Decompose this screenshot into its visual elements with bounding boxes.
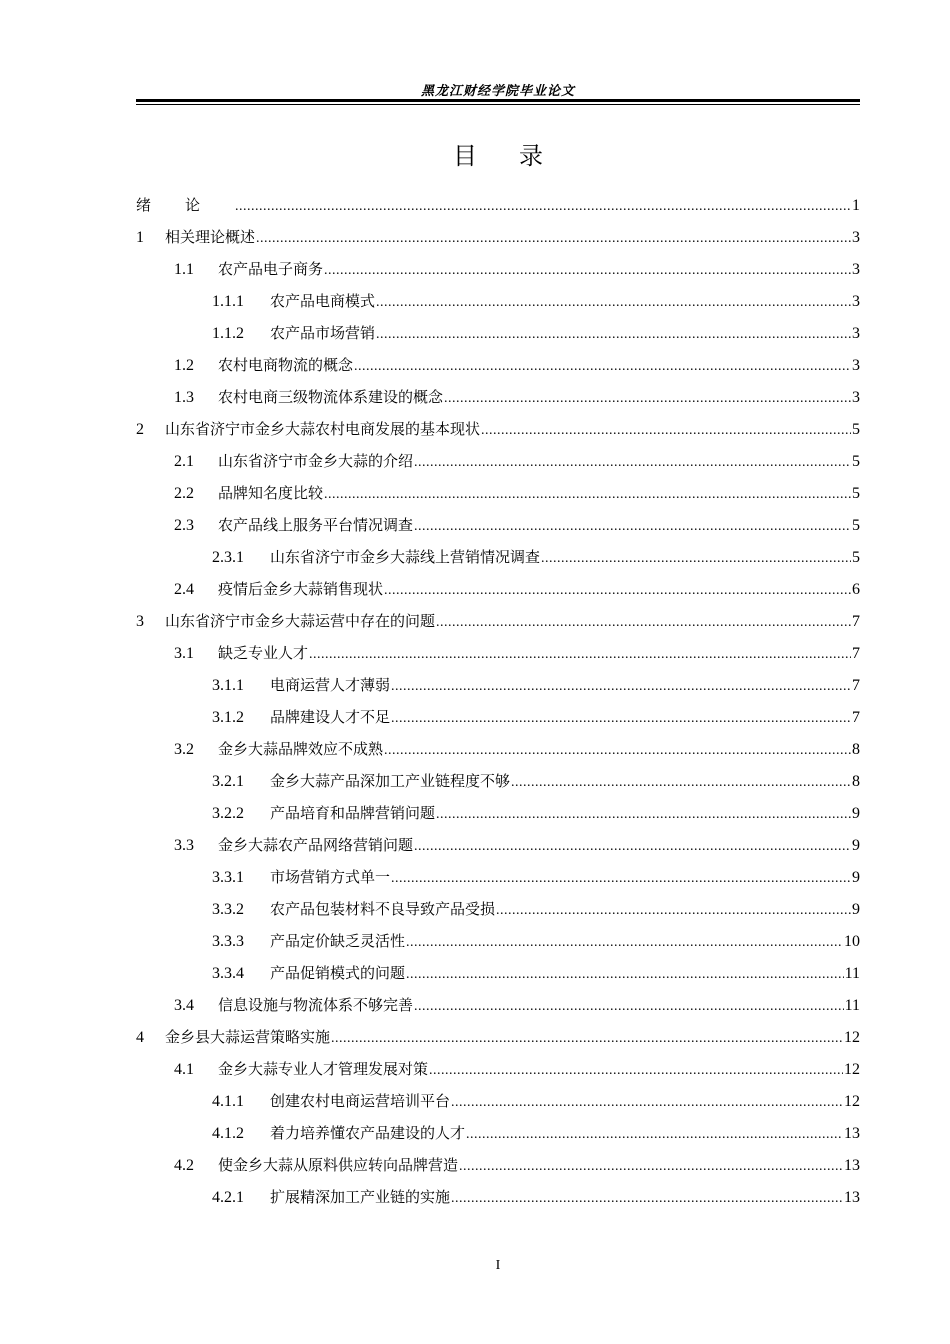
- toc-entry-page: 11: [844, 997, 860, 1014]
- toc-entry-title: 产品定价缺乏灵活性: [270, 932, 406, 950]
- toc-entry-title: 产品促销模式的问题: [270, 964, 406, 982]
- toc-entry[interactable]: [136, 381, 860, 413]
- toc-entry-page: 11: [844, 965, 860, 982]
- toc-entry-number: 3.1: [174, 645, 194, 662]
- table-of-contents: [136, 189, 860, 1213]
- toc-entry[interactable]: [136, 925, 860, 957]
- toc-dot-leader: [376, 287, 851, 319]
- toc-entry-title: 着力培养懂农产品建设的人才: [270, 1124, 466, 1142]
- toc-dot-leader: [436, 607, 851, 639]
- toc-entry-number: 3.3.4: [212, 965, 244, 982]
- toc-entry-number: 3.4: [174, 997, 194, 1014]
- document-header-title: 黑龙江财经学院毕业论文: [420, 84, 575, 99]
- toc-entry-page: 7: [852, 677, 860, 694]
- toc-dot-leader: [235, 191, 851, 223]
- toc-entry-page: 8: [852, 773, 860, 790]
- toc-entry-number: 3.2: [174, 741, 194, 758]
- toc-entry-page: 7: [852, 613, 860, 630]
- toc-entry-title: 农产品包装材料不良导致产品受损: [270, 900, 496, 918]
- header-rule-thick: [136, 99, 860, 102]
- toc-entry-number: 4.1: [174, 1061, 194, 1078]
- toc-entry-page: 12: [844, 1029, 860, 1046]
- toc-entry-page: 3: [852, 293, 860, 310]
- toc-entry-title: 农产品电商模式: [270, 292, 376, 310]
- toc-entry-page: 7: [852, 709, 860, 726]
- toc-entry-title: 使金乡大蒜从原料供应转向品牌营造: [218, 1156, 459, 1174]
- toc-dot-leader: [309, 639, 851, 671]
- toc-entry[interactable]: [136, 445, 860, 477]
- toc-entry-page: 5: [852, 517, 860, 534]
- toc-entry-number: 2.2: [174, 485, 194, 502]
- toc-dot-leader: [511, 767, 851, 799]
- toc-entry-page: 13: [844, 1157, 860, 1174]
- toc-entry-page: 12: [844, 1093, 860, 1110]
- toc-dot-leader: [451, 1087, 843, 1119]
- toc-entry-page: 1: [852, 197, 860, 214]
- toc-entry-page: 5: [852, 485, 860, 502]
- toc-entry-number: 1.3: [174, 389, 194, 406]
- toc-dot-leader: [331, 1023, 843, 1055]
- toc-entry-title: 农村电商三级物流体系建设的概念: [218, 388, 444, 406]
- toc-entry-title: 产品培育和品牌营销问题: [270, 804, 436, 822]
- toc-entry-page: 13: [844, 1125, 860, 1142]
- toc-dot-leader: [414, 447, 851, 479]
- toc-dot-leader: [256, 223, 851, 255]
- toc-entry-page: 5: [852, 421, 860, 438]
- toc-entry-page: 3: [852, 357, 860, 374]
- toc-entry[interactable]: [136, 285, 860, 317]
- toc-entry-title: 农产品市场营销: [270, 324, 376, 342]
- toc-entry-title: 相关理论概述: [165, 228, 256, 246]
- toc-dot-leader: [414, 991, 844, 1023]
- toc-entry-page: 3: [852, 389, 860, 406]
- header-rule-thin: [136, 104, 860, 105]
- toc-dot-leader: [444, 383, 851, 415]
- toc-entry[interactable]: [136, 1053, 860, 1085]
- toc-entry-page: 5: [852, 453, 860, 470]
- toc-entry[interactable]: [136, 573, 860, 605]
- toc-entry-number: 3.1.2: [212, 709, 244, 726]
- toc-entry-title: 信息设施与物流体系不够完善: [218, 996, 414, 1014]
- toc-entry-title: 金乡大蒜农产品网络营销问题: [218, 836, 414, 854]
- toc-entry[interactable]: [136, 349, 860, 381]
- toc-entry-number: 3.1.1: [212, 677, 244, 694]
- toc-entry-title: 扩展精深加工产业链的实施: [270, 1188, 451, 1206]
- toc-entry-number: 3.3.3: [212, 933, 244, 950]
- toc-dot-leader: [354, 351, 851, 383]
- toc-entry-title: 品牌知名度比较: [218, 484, 324, 502]
- toc-entry-title: 山东省济宁市金乡大蒜农村电商发展的基本现状: [165, 420, 481, 438]
- toc-dot-leader: [384, 575, 851, 607]
- toc-dot-leader: [384, 735, 851, 767]
- toc-entry-title: 农产品线上服务平台情况调查: [218, 516, 414, 534]
- toc-entry-number: 1.1.2: [212, 325, 244, 342]
- toc-entry-title: 山东省济宁市金乡大蒜的介绍: [218, 452, 414, 470]
- toc-entry-number: 3.3.2: [212, 901, 244, 918]
- toc-dot-leader: [391, 863, 851, 895]
- toc-entry-number: 1.2: [174, 357, 194, 374]
- toc-entry-page: 12: [844, 1061, 860, 1078]
- toc-entry[interactable]: [136, 797, 860, 829]
- toc-entry[interactable]: [136, 1181, 860, 1213]
- toc-entry-number: 4.1.1: [212, 1093, 244, 1110]
- toc-entry-title: 金乡大蒜品牌效应不成熟: [218, 740, 384, 758]
- page-number: I: [495, 1258, 501, 1273]
- toc-entry-number: 1.1: [174, 261, 194, 278]
- toc-entry[interactable]: [136, 637, 860, 669]
- toc-entry-title: 山东省济宁市金乡大蒜运营中存在的问题: [165, 612, 436, 630]
- toc-entry-title: 山东省济宁市金乡大蒜线上营销情况调查: [270, 548, 541, 566]
- toc-entry-number: 1: [136, 229, 144, 246]
- toc-entry[interactable]: [136, 221, 860, 253]
- toc-entry-number: 2.4: [174, 581, 194, 598]
- toc-dot-leader: [376, 319, 851, 351]
- toc-entry-title: 绪论: [136, 196, 235, 214]
- toc-entry[interactable]: [136, 477, 860, 509]
- toc-dot-leader: [459, 1151, 843, 1183]
- toc-title: 目录: [453, 142, 585, 170]
- toc-entry[interactable]: [136, 733, 860, 765]
- toc-entry-title: 农产品电子商务: [218, 260, 324, 278]
- toc-entry[interactable]: [136, 989, 860, 1021]
- toc-entry-number: 2: [136, 421, 144, 438]
- toc-entry[interactable]: [136, 861, 860, 893]
- toc-entry-number: 2.1: [174, 453, 194, 470]
- toc-entry-page: 9: [852, 805, 860, 822]
- toc-entry[interactable]: [136, 317, 860, 349]
- toc-entry[interactable]: [136, 893, 860, 925]
- toc-entry-number: 4.2.1: [212, 1189, 244, 1206]
- toc-entry-number: 4: [136, 1029, 144, 1046]
- toc-entry[interactable]: [136, 189, 860, 221]
- toc-dot-leader: [414, 831, 851, 863]
- toc-entry-page: 9: [852, 837, 860, 854]
- toc-entry-number: 1.1.1: [212, 293, 244, 310]
- toc-entry-page: 10: [844, 933, 860, 950]
- toc-entry[interactable]: [136, 1149, 860, 1181]
- toc-entry[interactable]: [136, 957, 860, 989]
- toc-dot-leader: [466, 1119, 843, 1151]
- toc-entry[interactable]: [136, 1021, 860, 1053]
- toc-entry[interactable]: [136, 669, 860, 701]
- toc-entry-title: 品牌建设人才不足: [270, 708, 391, 726]
- toc-entry[interactable]: [136, 509, 860, 541]
- toc-entry-number: 2.3: [174, 517, 194, 534]
- toc-entry[interactable]: [136, 541, 860, 573]
- toc-entry-page: 9: [852, 901, 860, 918]
- toc-entry-title: 市场营销方式单一: [270, 868, 391, 886]
- toc-entry-title: 电商运营人才薄弱: [270, 676, 391, 694]
- toc-entry[interactable]: [136, 765, 860, 797]
- toc-entry-page: 3: [852, 229, 860, 246]
- toc-entry-number: 2.3.1: [212, 549, 244, 566]
- toc-entry-page: 3: [852, 261, 860, 278]
- toc-entry-title: 创建农村电商运营培训平台: [270, 1092, 451, 1110]
- toc-entry-number: 3: [136, 613, 144, 630]
- toc-entry-number: 3.3.1: [212, 869, 244, 886]
- toc-entry[interactable]: [136, 253, 860, 285]
- toc-entry-title: 缺乏专业人才: [218, 644, 309, 662]
- toc-dot-leader: [429, 1055, 843, 1087]
- toc-entry[interactable]: [136, 605, 860, 637]
- toc-entry-title: 金乡大蒜产品深加工产业链程度不够: [270, 772, 511, 790]
- toc-entry-page: 9: [852, 869, 860, 886]
- toc-entry-number: 3.2.1: [212, 773, 244, 790]
- toc-dot-leader: [496, 895, 851, 927]
- toc-entry-number: 4.1.2: [212, 1125, 244, 1142]
- toc-dot-leader: [324, 479, 851, 511]
- toc-entry-page: 5: [852, 549, 860, 566]
- toc-entry[interactable]: [136, 1117, 860, 1149]
- toc-entry-page: 6: [852, 581, 860, 598]
- toc-entry-number: 3.2.2: [212, 805, 244, 822]
- toc-entry-number: 3.3: [174, 837, 194, 854]
- toc-dot-leader: [436, 799, 851, 831]
- toc-dot-leader: [406, 959, 844, 991]
- toc-dot-leader: [481, 415, 851, 447]
- toc-entry-number: 4.2: [174, 1157, 194, 1174]
- toc-entry[interactable]: [136, 413, 860, 445]
- toc-entry[interactable]: [136, 701, 860, 733]
- toc-entry-page: 8: [852, 741, 860, 758]
- toc-entry[interactable]: [136, 829, 860, 861]
- toc-dot-leader: [391, 671, 851, 703]
- toc-entry-title: 金乡大蒜专业人才管理发展对策: [218, 1060, 429, 1078]
- toc-entry-title: 金乡县大蒜运营策略实施: [165, 1028, 331, 1046]
- toc-dot-leader: [451, 1183, 843, 1215]
- toc-entry-title: 疫情后金乡大蒜销售现状: [218, 580, 384, 598]
- toc-entry-title: 农村电商物流的概念: [218, 356, 354, 374]
- toc-entry-page: 13: [844, 1189, 860, 1206]
- toc-entry-page: 7: [852, 645, 860, 662]
- toc-dot-leader: [414, 511, 851, 543]
- toc-entry-page: 3: [852, 325, 860, 342]
- toc-entry[interactable]: [136, 1085, 860, 1117]
- toc-dot-leader: [324, 255, 851, 287]
- toc-dot-leader: [391, 703, 851, 735]
- toc-dot-leader: [541, 543, 851, 575]
- toc-dot-leader: [406, 927, 843, 959]
